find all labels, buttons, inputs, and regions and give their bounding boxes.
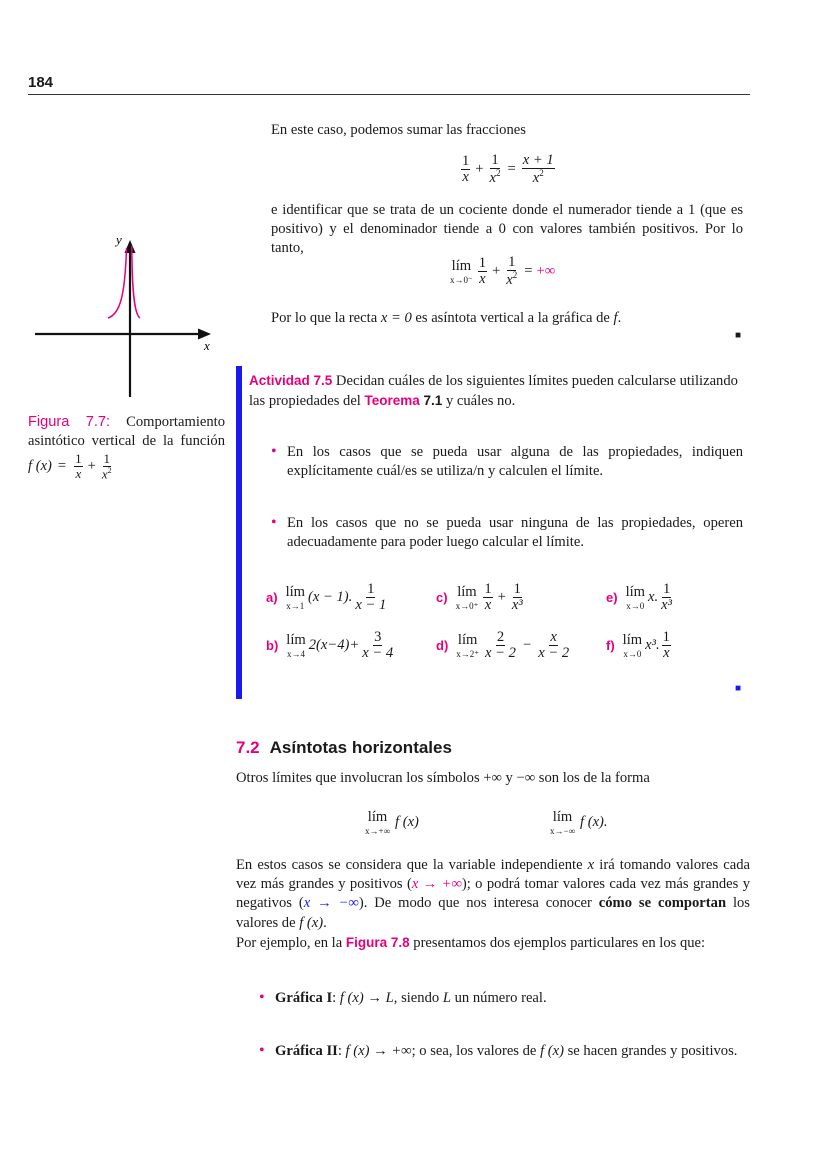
activity-end-mark: ■ [735,683,742,694]
axis-label-x: x [204,338,210,353]
activity-item-e: e) lím x→0 x. $\frac{1}{\text{x³}}$ [606,581,673,614]
graph-example-item: • Gráfica I: f (x) → L, siendo L un número real. [259,990,759,1007]
section-heading: 7.2 Asíntotas horizontales [236,738,452,757]
section-paragraph: En estos casos se considera que la variable independiente x irá tomando valores cada vez más grandes y positivos (x → +∞); o podrá tomar valores cada vez más grandes y negativos (x → −∞). De modo que nos interesa conocer cómo se comportan los valores de f (x). Por ejemplo, en la Figura 7.8 presentamos dos ejemplos particulares en los que: [236,857,750,951]
activity-bullet: • En los casos que no se pueda usar ninguna de las propiedades, operen adecuadamente para poder luego calcular el límite. [271,514,743,552]
activity-statement: Actividad 7.5 Decidan cuáles de los siguientes límites pueden calcularse utilizando las propiedades del Teorema 7.1 y cuáles no. [249,373,738,409]
activity-item-c: c) lím x→0⁺ $\frac{1}{x}$ + $\frac{1}{\text{x³}}$ [436,581,523,614]
activity-item-a: a) lím x→1 (x − 1). $\frac{1}{x - 1}$ [266,581,387,614]
graph-example-item: • Gráfica II: f (x) → +∞; o sea, los valores de f (x) se hacen grandes y positivos. [259,1043,759,1060]
activity-bullet: • En los casos que se pueda usar alguna de las propiedades, indiquen explícitamente cuál/es se utiliza/n y calculen el límite. [271,443,743,481]
curve-left [108,248,127,318]
activity-side-bar [236,366,242,699]
equation-limit-zero-minus: lím x→0⁻ $\frac{1}{x}$ + $\frac{1}{x^2}$ = +∞ [450,254,556,289]
limit-minus-infinity: lím x→−∞ f (x). [550,809,608,836]
qed-mark: ■ [735,330,742,341]
equation-sum-fractions: $\frac{1}{x}$ + $\frac{1}{x^2}$ = $\frac{x + 1}{x^2}$ [462,152,554,187]
page-number: 184 [28,74,54,91]
activity-item-d: d) lím x→2⁺ $\frac{2}{x - 2}$ − $\frac{x}{x - 2}$ [436,629,570,662]
axis-label-y: y [116,232,122,247]
activity-item-f: f) lím x→0 x³. $\frac{1}{x}$ [606,629,670,662]
figure-reference-link[interactable]: Figura 7.8 [345,934,410,950]
graph-examples-list [259,990,759,1060]
intro-middle: e identificar que se trata de un cociente donde el numerador tiende a 1 (que es positivo) y el denominador tiende a 0 con valores también positivos. Por lo tanto, [271,202,743,256]
section-intro: Otros límites que involucran los símbolos +∞ y −∞ son los de la forma [236,770,650,786]
intro-conclusion: Por lo que la recta x = 0 es asíntota vertical a la gráfica de f. [271,310,622,326]
curve-right [132,246,140,318]
intro-lead: En este caso, podemos sumar las fracciones [271,122,526,138]
activity-bullet-list [271,443,743,552]
figure-asymptote-graph [28,228,223,400]
header-rule [28,94,750,95]
limit-plus-infinity: lím x→+∞ f (x) [365,809,419,836]
activity-item-b: b) lím x→4 2(x−4)+ $\frac{3}{x - 4}$ [266,629,394,662]
figure-caption: Figura 7.7: Comportamiento asintótico vertical de la función f (x) = $\frac{1}{x}$ + $\frac{1}{x^2}$ [28,414,225,481]
